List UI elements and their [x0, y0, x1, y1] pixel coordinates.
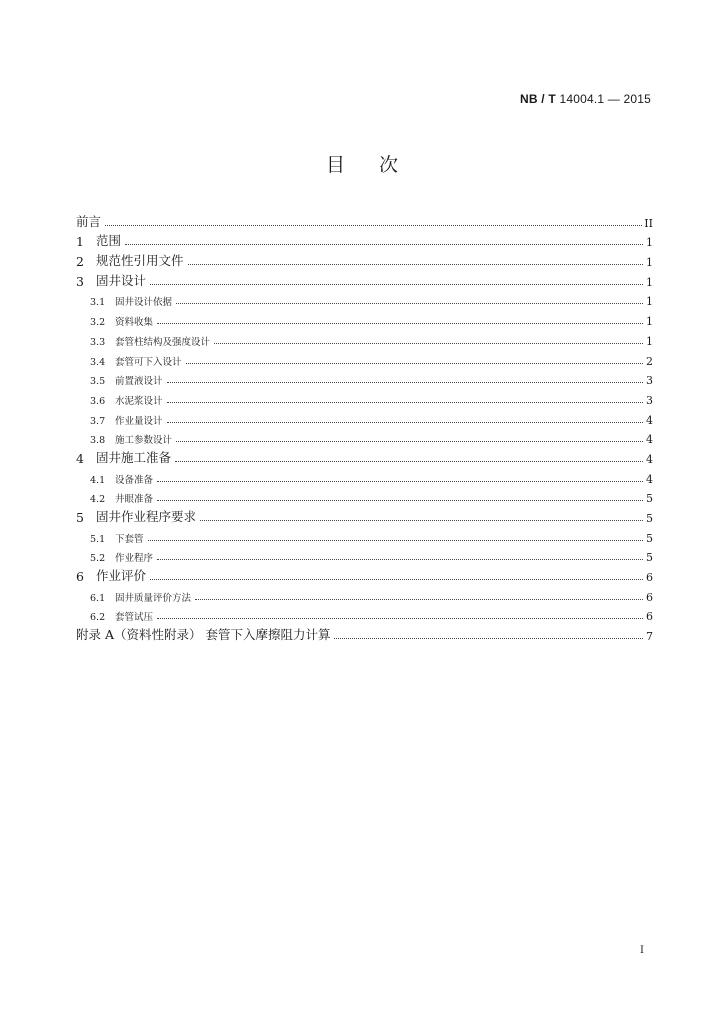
toc-entry[interactable] — [76, 584, 653, 604]
toc-entry[interactable] — [76, 289, 653, 309]
dot-leader — [125, 243, 643, 245]
toc-entry[interactable] — [76, 210, 653, 230]
toc-entry-page: 4 — [646, 413, 653, 427]
toc-entry-number: 3.3 — [90, 336, 106, 348]
toc-entry-number: 3.2 — [90, 317, 106, 329]
toc-entry[interactable] — [76, 505, 653, 525]
page-title: 目次 — [325, 154, 432, 176]
toc-entry-number: 3.5 — [90, 376, 106, 388]
toc-entry-label: 规范性引用文件 — [96, 253, 184, 269]
toc-entry-label: 作业评价 — [96, 568, 147, 584]
toc-entry-page: 5 — [646, 531, 653, 545]
toc-entry[interactable] — [76, 269, 653, 289]
toc-entry[interactable] — [76, 446, 653, 466]
dot-leader — [200, 519, 643, 521]
toc-entry-page: 1 — [646, 334, 653, 348]
toc-entry-number: 4.2 — [90, 494, 106, 506]
toc-entry-page: 6 — [646, 571, 653, 585]
toc-entry[interactable] — [76, 407, 653, 427]
toc-entry-page: 1 — [646, 236, 653, 250]
toc-entry-number: 3.4 — [90, 356, 106, 368]
page-number: I — [640, 945, 644, 956]
toc-entry-page: II — [644, 216, 653, 230]
toc-entry-label: 固井设计依据 — [115, 297, 173, 309]
toc-entry-number: 3.1 — [90, 297, 106, 309]
toc-entry-label: 前言 — [76, 213, 102, 229]
toc-entry-label: 范围 — [96, 233, 122, 249]
toc-entry[interactable] — [76, 545, 653, 565]
toc-entry-number: 1 — [76, 234, 84, 250]
toc-entry-number: 5.1 — [90, 533, 106, 545]
toc-entry-label: 固井设计 — [96, 272, 147, 288]
toc-entry-page: 2 — [646, 354, 653, 368]
toc-entry-page: 5 — [646, 512, 653, 525]
dot-leader — [214, 342, 643, 344]
toc-entry[interactable] — [76, 486, 653, 506]
dot-leader — [148, 539, 643, 541]
dot-leader — [176, 440, 643, 442]
standard-code: 14004.1 — 2015 — [559, 92, 651, 106]
toc-entry-number: 3.6 — [90, 395, 106, 407]
toc-entry-label: 资料收集 — [115, 317, 154, 329]
toc-entry-label: 水泥浆设计 — [115, 395, 163, 407]
toc-entry[interactable] — [76, 230, 653, 250]
dot-leader — [105, 224, 642, 226]
dot-leader — [188, 263, 643, 265]
toc-entry-page: 4 — [646, 452, 653, 466]
toc-entry-number: 3 — [76, 273, 84, 289]
toc-entry[interactable] — [76, 604, 653, 624]
toc-entry[interactable] — [76, 564, 653, 584]
toc-entry-number: 3.8 — [90, 435, 106, 447]
toc-entry-label: 施工参数设计 — [115, 435, 173, 447]
dot-leader — [176, 302, 643, 304]
toc-entry-page: 1 — [646, 315, 653, 329]
dot-leader — [157, 322, 643, 324]
dot-leader — [150, 283, 643, 285]
toc-entry-page: 3 — [646, 374, 653, 388]
dot-leader — [167, 381, 643, 383]
toc-entry-label: 固井作业程序要求 — [96, 509, 197, 524]
toc-entry-label: 固井施工准备 — [96, 449, 172, 465]
toc-entry-page: 6 — [646, 590, 653, 604]
toc-entry-number: 4 — [76, 450, 84, 466]
dot-leader — [157, 499, 643, 501]
standard-number — [520, 92, 651, 106]
toc-entry[interactable] — [76, 623, 653, 643]
toc-entry[interactable] — [76, 387, 653, 407]
toc-entry-page: 5 — [646, 551, 653, 565]
toc-entry[interactable] — [76, 308, 653, 328]
toc-entry-page: 6 — [646, 610, 653, 624]
toc-entry-label: 附录 A（资料性附录） 套管下入摩擦阻力计算 — [76, 627, 331, 643]
toc-entry-label: 套管可下入设计 — [115, 356, 182, 368]
toc-entry-number: 2 — [76, 254, 84, 270]
toc-entry-page: 5 — [646, 492, 653, 506]
toc-entry-label: 设备准备 — [115, 474, 154, 486]
table-of-contents — [76, 210, 653, 643]
toc-entry-page: 7 — [646, 630, 653, 644]
dot-leader — [175, 460, 643, 462]
toc-entry[interactable] — [76, 525, 653, 545]
toc-entry[interactable] — [76, 249, 653, 269]
dot-leader — [186, 362, 643, 364]
toc-entry-number: 5 — [76, 510, 84, 525]
toc-entry-page: 3 — [646, 393, 653, 407]
toc-entry-number: 6.2 — [90, 612, 106, 624]
toc-entry-label: 井眼准备 — [115, 494, 154, 506]
toc-entry[interactable] — [76, 328, 653, 348]
toc-entry[interactable] — [76, 348, 653, 368]
toc-entry-label: 套管柱结构及强度设计 — [115, 336, 211, 348]
toc-entry-number: 4.1 — [90, 474, 106, 486]
toc-entry-label: 下套管 — [115, 533, 144, 545]
toc-entry-page: 1 — [646, 256, 653, 270]
toc-entry-label: 作业量设计 — [115, 415, 163, 427]
toc-entry[interactable] — [76, 427, 653, 447]
toc-entry-number: 3.7 — [90, 415, 106, 427]
toc-entry[interactable] — [76, 466, 653, 486]
toc-entry-page: 4 — [646, 433, 653, 447]
dot-leader — [157, 480, 643, 482]
dot-leader — [157, 558, 643, 560]
toc-entry-label: 固井质量评价方法 — [115, 592, 192, 604]
dot-leader — [195, 598, 643, 600]
toc-entry-number: 5.2 — [90, 553, 106, 565]
toc-entry-page: 1 — [646, 295, 653, 309]
toc-entry-label: 作业程序 — [115, 553, 154, 565]
toc-entry-label: 前置液设计 — [115, 376, 163, 388]
dot-leader — [150, 578, 643, 580]
toc-entry[interactable] — [76, 368, 653, 388]
toc-entry-page: 4 — [646, 472, 653, 486]
toc-entry-number: 6.1 — [90, 592, 106, 604]
dot-leader — [167, 421, 643, 423]
dot-leader — [334, 637, 643, 639]
dot-leader — [157, 617, 643, 619]
standard-prefix: NB / T — [520, 92, 556, 106]
toc-entry-label: 套管试压 — [115, 612, 154, 624]
toc-entry-page: 1 — [646, 275, 653, 289]
dot-leader — [167, 401, 643, 403]
toc-entry-number: 6 — [76, 569, 84, 585]
